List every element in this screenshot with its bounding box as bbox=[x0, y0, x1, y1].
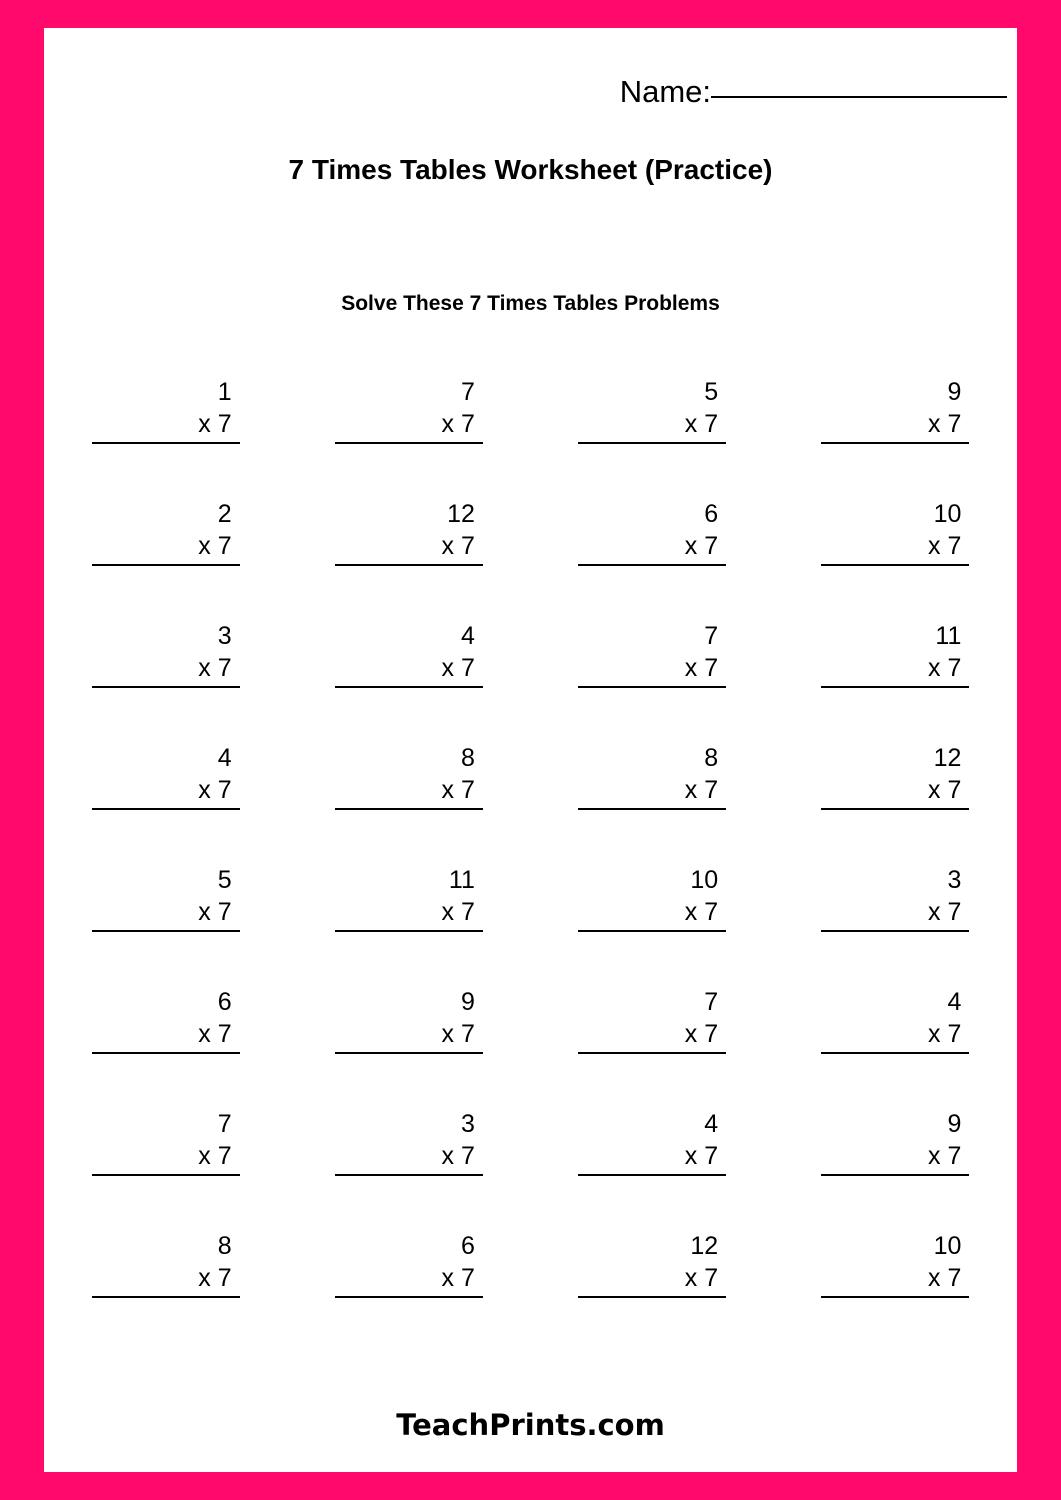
problem-cell[interactable] bbox=[531, 1104, 774, 1226]
problem-expression bbox=[821, 498, 969, 566]
problem-operand-bottom: x 7 bbox=[92, 1140, 240, 1176]
problem-expression bbox=[821, 620, 969, 688]
problem-operand-top: 7 bbox=[704, 988, 719, 1016]
problem-operand-top: 6 bbox=[704, 500, 719, 528]
problem-operand-bottom: x 7 bbox=[92, 530, 240, 566]
problem-operand-top: 11 bbox=[935, 622, 962, 650]
name-label bbox=[620, 74, 1007, 110]
problem-operand-top: 3 bbox=[217, 622, 232, 650]
problem-operand-bottom: x 7 bbox=[335, 1018, 483, 1054]
problem-operand-top: 12 bbox=[447, 500, 475, 528]
problem-expression bbox=[578, 742, 726, 810]
name-label-text: Name: bbox=[619, 74, 711, 109]
problem-expression bbox=[335, 986, 483, 1054]
problem-expression bbox=[92, 986, 240, 1054]
problem-operand-bottom: x 7 bbox=[821, 530, 969, 566]
problem-cell[interactable] bbox=[44, 738, 287, 860]
problem-operand-top: 7 bbox=[460, 378, 475, 406]
instructions-text: Solve These 7 Times Tables Problems bbox=[341, 292, 720, 315]
problem-operand-top: 5 bbox=[704, 378, 719, 406]
problem-expression bbox=[335, 1108, 483, 1176]
problem-cell[interactable] bbox=[774, 1104, 1017, 1226]
problem-expression bbox=[821, 864, 969, 932]
problem-operand-bottom: x 7 bbox=[335, 774, 483, 810]
problem-operand-top: 10 bbox=[933, 1232, 962, 1260]
problem-expression bbox=[335, 376, 483, 444]
problem-expression bbox=[92, 498, 240, 566]
problem-operand-bottom: x 7 bbox=[821, 1018, 969, 1054]
problem-operand-top: 4 bbox=[217, 744, 232, 772]
problem-operand-bottom: x 7 bbox=[92, 774, 240, 810]
problem-cell[interactable] bbox=[44, 1104, 287, 1226]
problem-cell[interactable] bbox=[531, 494, 774, 616]
problem-operand-bottom: x 7 bbox=[92, 1262, 240, 1298]
problem-cell[interactable] bbox=[531, 982, 774, 1104]
problem-expression bbox=[335, 498, 483, 566]
problem-operand-bottom: x 7 bbox=[92, 1018, 240, 1054]
problem-cell[interactable] bbox=[44, 616, 287, 738]
problem-cell[interactable] bbox=[774, 860, 1017, 982]
problem-operand-bottom: x 7 bbox=[578, 408, 726, 444]
problem-operand-top: 9 bbox=[947, 1110, 962, 1138]
problem-expression bbox=[335, 620, 483, 688]
page-title: 7 Times Tables Worksheet (Practice) bbox=[288, 154, 773, 185]
name-write-line[interactable] bbox=[711, 96, 1007, 98]
problem-operand-top: 10 bbox=[933, 500, 962, 528]
problem-expression bbox=[578, 498, 726, 566]
problem-expression bbox=[92, 1230, 240, 1298]
problem-operand-top: 9 bbox=[460, 988, 475, 1016]
problem-operand-bottom: x 7 bbox=[578, 530, 726, 566]
problem-operand-top: 12 bbox=[690, 1232, 719, 1260]
problem-operand-bottom: x 7 bbox=[821, 1140, 969, 1176]
problem-cell[interactable] bbox=[44, 1226, 287, 1348]
problem-cell[interactable] bbox=[774, 616, 1017, 738]
problem-expression bbox=[821, 986, 969, 1054]
problem-cell[interactable] bbox=[287, 1226, 530, 1348]
problem-operand-top: 4 bbox=[947, 988, 962, 1016]
problem-cell[interactable] bbox=[774, 372, 1017, 494]
problem-operand-top: 6 bbox=[217, 988, 232, 1016]
problem-operand-bottom: x 7 bbox=[335, 1140, 483, 1176]
worksheet-sheet bbox=[44, 28, 1017, 1472]
problem-cell[interactable] bbox=[774, 1226, 1017, 1348]
problems-grid bbox=[44, 372, 1017, 1348]
problem-operand-top: 7 bbox=[217, 1110, 232, 1138]
problem-operand-bottom: x 7 bbox=[821, 774, 969, 810]
problem-operand-bottom: x 7 bbox=[578, 1018, 726, 1054]
problem-expression bbox=[92, 620, 240, 688]
problem-cell[interactable] bbox=[531, 738, 774, 860]
problem-operand-bottom: x 7 bbox=[335, 896, 483, 932]
problem-cell[interactable] bbox=[774, 494, 1017, 616]
problem-expression bbox=[578, 1108, 726, 1176]
problem-operand-top: 9 bbox=[947, 378, 962, 406]
problem-cell[interactable] bbox=[287, 494, 530, 616]
problem-cell[interactable] bbox=[44, 372, 287, 494]
problem-operand-top: 8 bbox=[217, 1232, 232, 1260]
problem-cell[interactable] bbox=[531, 860, 774, 982]
problem-operand-bottom: x 7 bbox=[578, 896, 726, 932]
problem-expression bbox=[578, 864, 726, 932]
footer-brand: TeachPrints.com bbox=[396, 1408, 665, 1442]
problem-expression bbox=[335, 1230, 483, 1298]
problem-operand-top: 3 bbox=[947, 866, 962, 894]
problem-operand-top: 1 bbox=[217, 378, 232, 406]
problem-operand-bottom: x 7 bbox=[821, 408, 969, 444]
problem-operand-bottom: x 7 bbox=[335, 652, 483, 688]
problem-operand-top: 11 bbox=[448, 866, 475, 894]
problem-operand-top: 3 bbox=[460, 1110, 475, 1138]
problem-expression bbox=[821, 1230, 969, 1298]
problem-cell[interactable] bbox=[774, 738, 1017, 860]
problem-expression bbox=[92, 1108, 240, 1176]
problem-operand-bottom: x 7 bbox=[92, 652, 240, 688]
name-field-row bbox=[44, 28, 1017, 108]
problem-operand-top: 7 bbox=[704, 622, 719, 650]
problem-expression bbox=[578, 620, 726, 688]
problem-operand-bottom: x 7 bbox=[578, 1140, 726, 1176]
problem-cell[interactable] bbox=[44, 494, 287, 616]
problem-cell[interactable] bbox=[287, 982, 530, 1104]
problem-operand-top: 4 bbox=[704, 1110, 719, 1138]
problem-cell[interactable] bbox=[774, 982, 1017, 1104]
problem-expression bbox=[92, 376, 240, 444]
problem-operand-bottom: x 7 bbox=[335, 408, 483, 444]
problem-expression bbox=[335, 864, 483, 932]
problem-expression bbox=[821, 1108, 969, 1176]
problem-operand-top: 8 bbox=[704, 744, 719, 772]
problem-expression bbox=[578, 376, 726, 444]
problem-operand-top: 4 bbox=[460, 622, 475, 650]
problem-operand-bottom: x 7 bbox=[335, 530, 483, 566]
problem-cell[interactable] bbox=[531, 1226, 774, 1348]
problem-expression bbox=[92, 742, 240, 810]
problem-cell[interactable] bbox=[287, 1104, 530, 1226]
problem-expression bbox=[578, 1230, 726, 1298]
problem-operand-bottom: x 7 bbox=[578, 1262, 726, 1298]
problem-expression bbox=[578, 986, 726, 1054]
problem-operand-top: 6 bbox=[460, 1232, 475, 1260]
problem-cell[interactable] bbox=[287, 860, 530, 982]
problem-operand-top: 12 bbox=[933, 744, 962, 772]
problem-operand-bottom: x 7 bbox=[92, 408, 240, 444]
problem-operand-bottom: x 7 bbox=[821, 896, 969, 932]
problem-operand-bottom: x 7 bbox=[92, 896, 240, 932]
problem-operand-bottom: x 7 bbox=[821, 1262, 969, 1298]
problem-operand-bottom: x 7 bbox=[335, 1262, 483, 1298]
problem-cell[interactable] bbox=[287, 738, 530, 860]
problem-expression bbox=[821, 376, 969, 444]
problem-operand-bottom: x 7 bbox=[578, 774, 726, 810]
problem-cell[interactable] bbox=[44, 982, 287, 1104]
problem-operand-top: 5 bbox=[217, 866, 232, 894]
problem-cell[interactable] bbox=[44, 860, 287, 982]
problem-cell[interactable] bbox=[531, 616, 774, 738]
problem-cell[interactable] bbox=[287, 372, 530, 494]
problem-expression bbox=[92, 864, 240, 932]
problem-operand-bottom: x 7 bbox=[821, 652, 969, 688]
problem-operand-top: 8 bbox=[460, 744, 475, 772]
problem-cell[interactable] bbox=[531, 372, 774, 494]
problem-operand-top: 10 bbox=[690, 866, 719, 894]
problem-operand-top: 2 bbox=[217, 500, 232, 528]
problem-operand-bottom: x 7 bbox=[578, 652, 726, 688]
problem-cell[interactable] bbox=[287, 616, 530, 738]
problem-expression bbox=[335, 742, 483, 810]
problem-expression bbox=[821, 742, 969, 810]
